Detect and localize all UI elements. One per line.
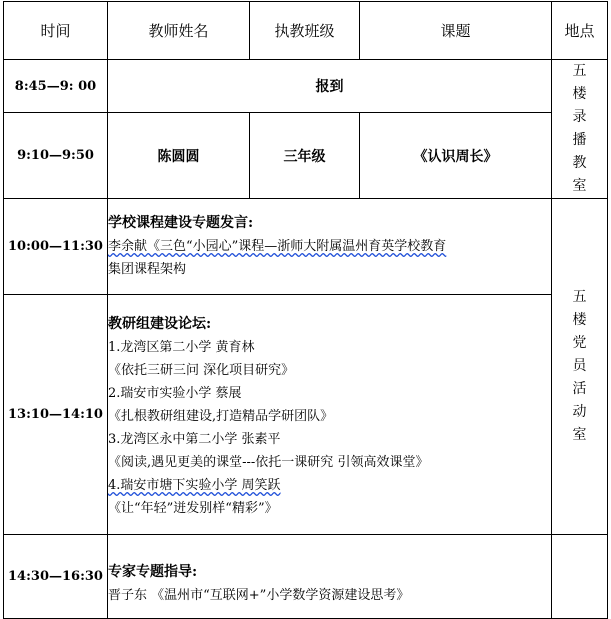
table-row bbox=[4, 60, 608, 113]
content-cell bbox=[108, 295, 552, 535]
table-row bbox=[4, 295, 608, 535]
teacher-cell: 陈圆圆 bbox=[108, 113, 250, 199]
content-line: 3.龙湾区永中第二小学 张素平 bbox=[108, 432, 281, 447]
location-second: 五楼党员活动室 bbox=[572, 289, 587, 443]
header-row bbox=[4, 2, 608, 60]
section-title: 教研组建设论坛: bbox=[108, 316, 212, 332]
table-row bbox=[4, 535, 608, 619]
table-row bbox=[4, 113, 608, 199]
section-title: 专家专题指导: bbox=[108, 563, 198, 580]
header-teacher: 教师姓名 bbox=[108, 2, 250, 60]
content-line: 晋子东 《温州市“互联网+”小学数学资源建设思考》 bbox=[108, 587, 410, 603]
content-line: 1.龙湾区第二小学 黄育林 bbox=[108, 340, 255, 355]
topic-cell: 《认识周长》 bbox=[360, 113, 552, 199]
time-cell: 9:10—9:50 bbox=[4, 113, 108, 199]
time-cell: 8:45—9: 00 bbox=[4, 60, 108, 113]
schedule-table bbox=[3, 1, 608, 619]
time-cell: 10:00—11:30 bbox=[4, 199, 108, 295]
class-cell: 三年级 bbox=[250, 113, 360, 199]
content-cell bbox=[108, 535, 552, 619]
content-line: 4.瑞安市塘下实验小学 周笑跃 bbox=[108, 478, 281, 493]
location-first: 五楼录播教室 bbox=[572, 63, 587, 194]
content-line: 《扎根教研组建设,打造精品学研团队》 bbox=[108, 409, 334, 424]
content-line: 《让“年轻”迸发别样“精彩”》 bbox=[108, 501, 278, 516]
content-line: 《阅读,遇见更美的课堂---依托一课研究 引领高效课堂》 bbox=[108, 455, 429, 470]
location-cell bbox=[552, 60, 608, 199]
content-cell bbox=[108, 199, 552, 295]
header-topic: 课题 bbox=[360, 2, 552, 60]
section-title: 学校课程建设专题发言: bbox=[108, 215, 254, 231]
location-cell bbox=[552, 199, 608, 535]
time-cell: 13:10—14:10 bbox=[4, 295, 108, 535]
header-location: 地点 bbox=[552, 2, 608, 60]
content-line: 李余献《三色“小园心”课程—浙师大附属温州育英学校教育 bbox=[108, 239, 447, 254]
content-line: 《依托三研三问 深化项目研究》 bbox=[108, 363, 295, 378]
header-time: 时间 bbox=[4, 2, 108, 60]
content-line: 集团课程架构 bbox=[108, 262, 187, 277]
checkin-cell: 报到 bbox=[108, 60, 552, 113]
table-row bbox=[4, 199, 608, 295]
content-line: 2.瑞安市实验小学 蔡展 bbox=[108, 386, 242, 401]
header-class: 执教班级 bbox=[250, 2, 360, 60]
time-cell: 14:30—16:30 bbox=[4, 535, 108, 619]
location-cell-empty bbox=[552, 535, 608, 619]
